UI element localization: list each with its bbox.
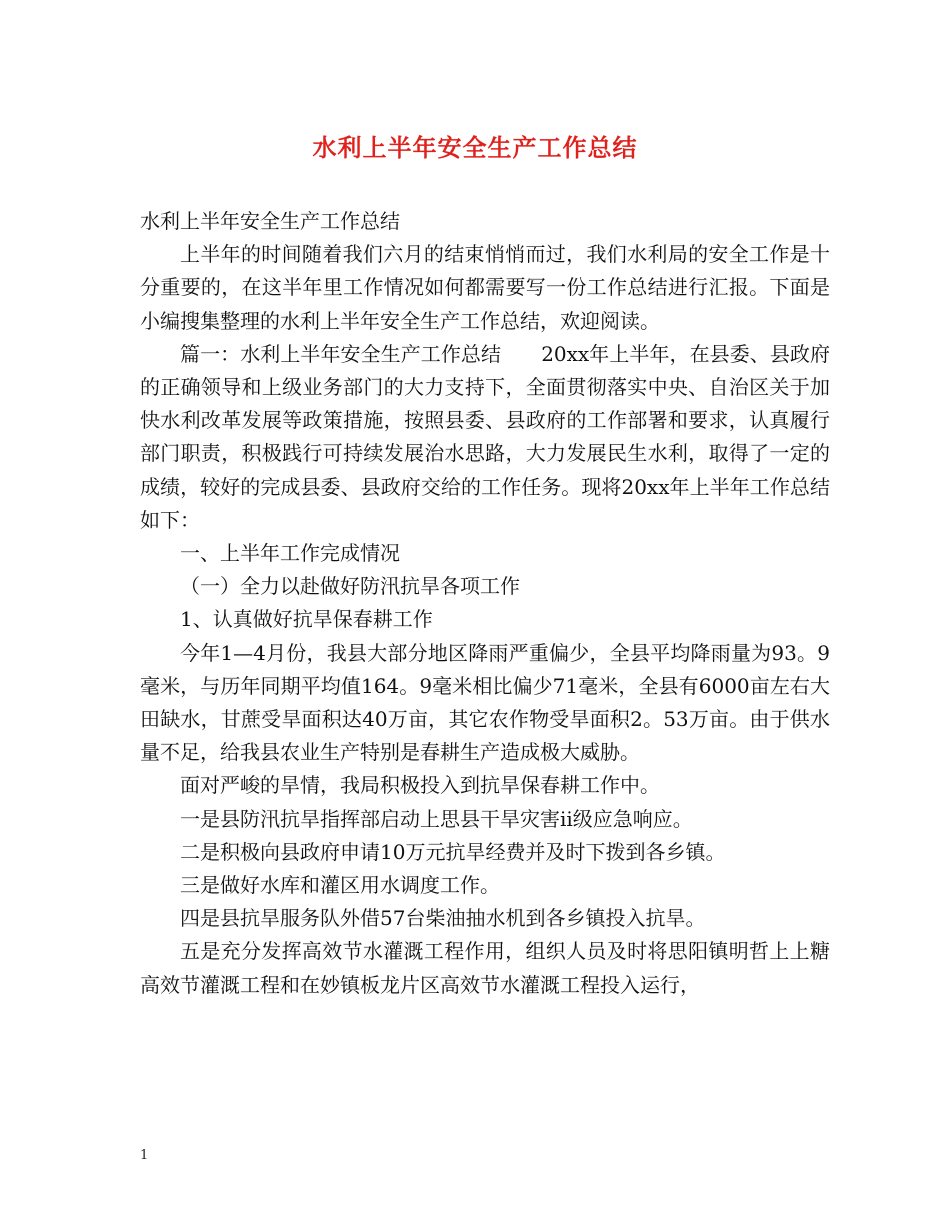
chapter-one-paragraph: 篇一：水利上半年安全生产工作总结 20xx年上半年，在县委、县政府的正确领导和上级业务部门的大力支持下，全面贯彻落实中央、自治区关于加快水利改革发展等政策措施，按照县委、县政府的工作部署和要求，认真履行部门职责，积极践行可持续发展治水思路，大力发展民生水利，取得了一定的成绩，较好的完成县委、县政府交给的工作任务。现将20xx年上半年工作总结如下： [140, 341, 830, 532]
measure-one: 一是县防汛抗旱指挥部启动上思县干旱灾害ii级应急响应。 [180, 806, 693, 831]
subsection-heading: （一）全力以赴做好防汛抗旱各项工作 [180, 574, 520, 599]
measure-three: 三是做好水库和灌区用水调度工作。 [180, 873, 500, 898]
section-heading: 一、上半年工作完成情况 [180, 541, 400, 566]
measure-four: 四是县抗旱服务队外借57台柴油抽水机到各乡镇投入抗旱。 [180, 906, 706, 931]
measure-five: 五是充分发挥高效节水灌溉工程作用，组织人员及时将思阳镇明哲上上糖高效节灌溉工程和在妙镇板龙片区高效节水灌溉工程投入运行， [140, 939, 830, 997]
document-title: 水利上半年安全生产工作总结 [312, 134, 638, 162]
body-heading: 水利上半年安全生产工作总结 [140, 209, 400, 233]
drought-paragraph: 今年1—4月份，我县大部分地区降雨严重偏少，全县平均降雨量为93。9毫米，与历年同期平均值164。9毫米相比偏少71毫米，全县有6000亩左右大田缺水，甘蔗受旱面积达40万亩，其它农作物受旱面积2。53万亩。由于供水量不足，给我县农业生产特别是春耕生产造成极大威胁。 [140, 640, 830, 765]
measure-two: 二是积极向县政府申请10万元抗旱经费并及时下拨到各乡镇。 [180, 839, 726, 864]
page-number: 1 [140, 1148, 149, 1163]
document-body [140, 205, 830, 1002]
intro-paragraph: 上半年的时间随着我们六月的结束悄悄而过，我们水利局的安全工作是十分重要的，在这半年里工作情况如何都需要写一份工作总结进行汇报。下面是小编搜集整理的水利上半年安全生产工作总结，欢迎阅读。 [140, 242, 830, 333]
response-paragraph: 面对严峻的旱情，我局积极投入到抗旱保春耕工作中。 [180, 773, 660, 798]
item-heading: 1、认真做好抗旱保春耕工作 [180, 607, 433, 632]
